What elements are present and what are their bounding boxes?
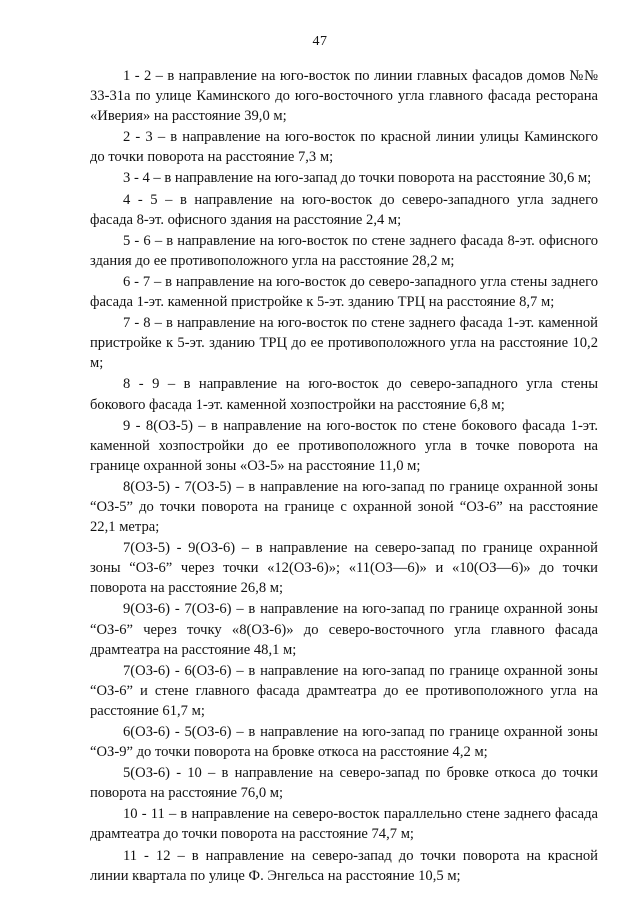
paragraph: 7 - 8 – в направление на юго-восток по стене заднего фасада 1-эт. каменной пристройке к 5-эт. зданию ТРЦ до ее противоположного угла на расстояние 10,2 м; [90, 315, 598, 372]
paragraph: 4 - 5 – в направление на юго-восток до северо-западного угла заднего фасада 8-эт. офисного здания на расстояние 2,4 м; [90, 191, 598, 228]
paragraph: 7(ОЗ-6) - 6(ОЗ-6) – в направление на юго-запад по границе охранной зоны “ОЗ-6” и стене главного фасада драмтеатра до ее противоположного угла на расстояние 61,7 м; [90, 662, 598, 719]
page-number: 47 [312, 34, 328, 49]
document-body [90, 66, 598, 887]
paragraph: 6(ОЗ-6) - 5(ОЗ-6) – в направление на юго-запад по границе охранной зоны “ОЗ-9” до точки поворота на бровке откоса на расстояние 4,2 м; [90, 724, 598, 761]
paragraph: 10 - 11 – в направление на северо-восток параллельно стене заднего фасада драмтеатра до точки поворота на расстояние 74,7 м; [90, 806, 598, 843]
paragraph: 6 - 7 – в направление на юго-восток до северо-западного угла стены заднего фасада 1-эт. каменной пристройке к 5-эт. зданию ТРЦ на расстояние 8,7 м; [90, 273, 598, 311]
paragraph: 7(ОЗ-5) - 9(ОЗ-6) – в направление на северо-запад по границе охранной зоны “ОЗ-6” через точки «12(ОЗ-6)»; «11(ОЗ—6)» и «10(ОЗ—6)» до точки поворота на расстояние 26,8 м; [90, 540, 598, 597]
paragraph: 5 - 6 – в направление на юго-восток по стене заднего фасада 8-эт. офисного здания до ее противоположного угла на расстояние 28,2 м; [90, 232, 598, 269]
paragraph: 1 - 2 – в направление на юго-восток по линии главных фасадов домов №№ 33-31а по улице Каминского до юго-восточного угла главного фасада ресторана «Иверия» на расстояние 39,0 м; [90, 68, 598, 125]
paragraph: 11 - 12 – в направление на северо-запад до точки поворота на красной линии квартала по улице Ф. Энгельса на расстояние 10,5 м; [90, 847, 598, 884]
paragraph: 5(ОЗ-6) - 10 – в направление на северо-запад по бровке откоса до точки поворота на расстояние 76,0 м; [90, 765, 598, 802]
paragraph: 9(ОЗ-6) - 7(ОЗ-6) – в направление на юго-запад по границе охранной зоны “ОЗ-6” через точку «8(ОЗ-6)» до северо-восточного угла главного фасада драмтеатра на расстояние 48,1 м; [90, 601, 598, 658]
paragraph: 9 - 8(ОЗ-5) – в направление на юго-восток по стене бокового фасада 1-эт. каменной хозпостройки до ее противоположного угла в точке поворота на границе охранной зоны «ОЗ-5» на расстояние 11,0 м; [90, 417, 598, 474]
paragraph: 3 - 4 – в направление на юго-запад до точки поворота на расстояние 30,6 м; [123, 170, 592, 187]
paragraph: 2 - 3 – в направление на юго-восток по красной линии улицы Каминского до точки поворота на расстояние 7,3 м; [90, 129, 598, 166]
paragraph: 8 - 9 – в направление на юго-восток до северо-западного угла стены бокового фасада 1-эт. каменной хозпостройки на расстояние 6,8 м; [90, 376, 598, 413]
paragraph: 8(ОЗ-5) - 7(ОЗ-5) – в направление на юго-запад по границе охранной зоны “ОЗ-5” до точки поворота на границе с охранной зоной “ОЗ-6” на расстояние 22,1 метра; [90, 478, 598, 536]
